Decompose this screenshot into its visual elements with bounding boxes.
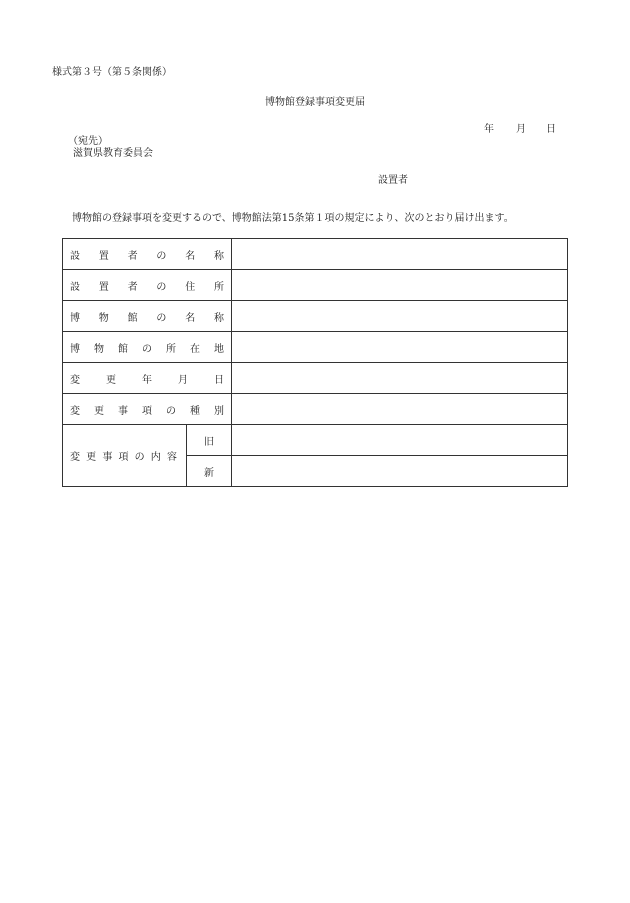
addressee-name: 滋賀県教育委員会 <box>73 148 153 159</box>
change-date-value[interactable] <box>232 363 568 394</box>
museum-name-label: 博 物 館 の 名 称 <box>70 312 224 324</box>
museum-location-label: 博 物 館 の 所 在 地 <box>70 343 224 355</box>
row-label-cell <box>63 270 232 301</box>
table-row <box>63 239 568 270</box>
change-type-label: 変 更 事 項 の 種 別 <box>70 405 224 417</box>
change-type-value[interactable] <box>232 394 568 425</box>
date-year-label: 年 <box>484 124 494 135</box>
form-number-label: 様式第３号（第５条関係） <box>52 67 172 78</box>
new-content-value[interactable] <box>232 456 568 487</box>
founder-address-value[interactable] <box>232 270 568 301</box>
date-line <box>484 124 556 136</box>
row-label-cell <box>63 332 232 363</box>
row-label-cell <box>63 394 232 425</box>
document-title: 博物館登録事項変更届 <box>265 97 365 108</box>
founder-name-value[interactable] <box>232 239 568 270</box>
old-content-value[interactable] <box>232 425 568 456</box>
row-label-cell <box>63 363 232 394</box>
new-sub-label-cell <box>187 456 232 487</box>
change-content-label-cell <box>63 425 187 487</box>
date-day-label: 日 <box>546 124 556 135</box>
date-month-label: 月 <box>516 124 526 135</box>
old-label: 旧 <box>204 436 214 448</box>
statement-text: 博物館の登録事項を変更するので、博物館法第15条第１項の規定により、次のとおり届け出ます。 <box>72 213 514 224</box>
founder-label: 設置者 <box>378 175 408 186</box>
museum-name-value[interactable] <box>232 301 568 332</box>
table-row <box>63 363 568 394</box>
table-row <box>63 270 568 301</box>
change-content-label: 変 更 事 項 の 内 容 <box>70 452 177 463</box>
table-row <box>63 332 568 363</box>
new-label: 新 <box>204 467 214 479</box>
table-row <box>63 301 568 332</box>
table-row <box>63 394 568 425</box>
change-date-label: 変 更 年 月 日 <box>70 374 224 386</box>
registration-change-table <box>62 238 568 487</box>
table-row <box>63 425 568 456</box>
founder-name-label: 設 置 者 の 名 称 <box>70 250 224 262</box>
founder-address-label: 設 置 者 の 住 所 <box>70 281 224 293</box>
row-label-cell <box>63 239 232 270</box>
addressee-label: （宛先） <box>68 136 108 147</box>
old-sub-label-cell <box>187 425 232 456</box>
row-label-cell <box>63 301 232 332</box>
museum-location-value[interactable] <box>232 332 568 363</box>
